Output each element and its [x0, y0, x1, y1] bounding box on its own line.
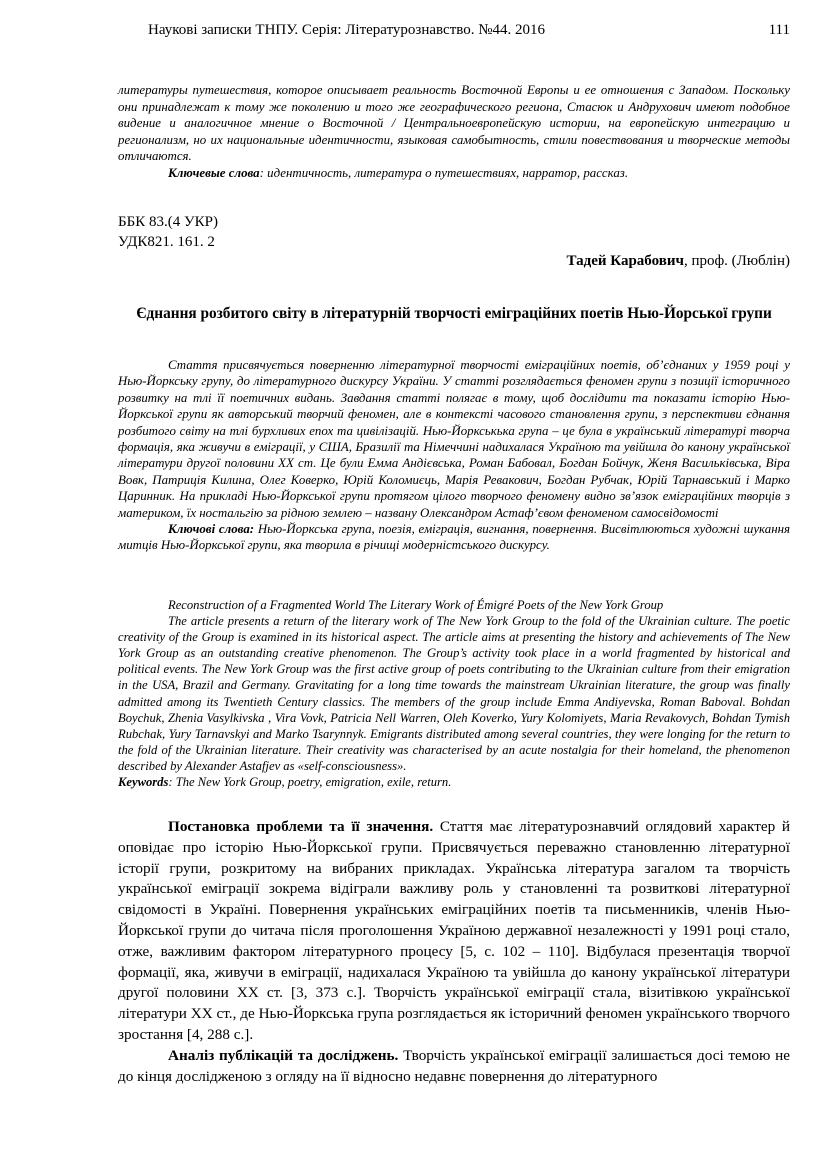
page-number: 111 [768, 22, 790, 38]
classification-codes [118, 212, 218, 252]
ukrainian-keywords-label: Ключові слова: [168, 522, 255, 537]
paragraph-text: Стаття має літературознавчий оглядовий характер й оповідає про історію Нью-Йоркської групи. Присвячується переважно становленню літературної історії групи, розкритому на вибраних прикладах. Українська література загалом та творчість української еміграції зокрема відіграли важливу роль у становленні та розвиткові літературної свідомості в Україні. Повернення українських еміграційних поетів та письменників, членів Нью-Йоркської групи до читача після проголошення Україною державної незалежності у 1991 році стало, отже, важливим фактором літературного процесу [5, с. 102 – 110]. Відбулася презентація творчої формації, яка, живучи в еміграції, надихалася Україною та увійшла до канону української літератури другої половини ХХ ст. [3, 373 с.]. Творчість української еміграції стала, візитівкою української літератури ХХ ст., де Нью-Йоркська група розглядається як історичний феномен українського творчого зростання [4, 288 с.]. [118, 818, 791, 1043]
ukrainian-abstract-text: Стаття присвячується поверненню літературної творчості еміграційних поетів, об’єднаних у 1959 році у Нью-Йоркську групу, до літературного дискурсу України. У статті розглядається феномен групи з позиції історичного розвитку на тлі її поетичних видань. Завдання статті полягає в тому, щоб дослідити та показати історію Нью-Йоркської групи як авторський творчий феномен, але в контексті часового становлення групи, з перспективи єднання розбитого світу на тлі бурхливих епох та цивілізацій. Нью-Йоркськька група – це була в український літературі творча формація, яка живучи в еміграції, у США, Бразилії та Німеччині надихалася Україною та увійшла до канону української літератури другої половини ХХ ст. Це були Емма Андієвська, Роман Бабовал, Богдан Бойчук, Женя Васильківська, Віра Вовк, Патриція Килина, Олег Коверко, Юрій Коломиєць, Марія Ревакович, Богдан Рубчак, Юрій Тарнавський і Марко Царинник. На прикладі Нью-Йоркської групи протягом цілого творчого феномену видно зв’язок еміграційних творців з материком, їх ностальгію за рідною землею – названу Олександром Астаф’євом феноменом самосвідомості [118, 358, 790, 520]
russian-keywords-label: Ключевые слова [168, 165, 260, 180]
english-abstract-title: Reconstruction of a Fragmented World The Literary Work of Émigré Poets of the New York Group [168, 598, 664, 612]
running-header [118, 22, 790, 46]
english-abstract [118, 597, 790, 790]
author-line [567, 253, 790, 270]
article-body [118, 817, 790, 1087]
russian-keywords [118, 165, 790, 182]
ukrainian-abstract [118, 357, 790, 554]
russian-abstract-text: литературы путешествия, которое описывает реальность Восточной Европы и ее отношения с Западом. Поскольку они принадлежат к тому же поколению и того же географического региона, Стасюк и Андрухович имеют подобное видение и аналогичное мнение о Восточной / Центральноевропейскую истории, на европейскую интеграцию и регионализм, но их национальные идентичности, языковая самобытность, стили повествования и творческие методы отличаются. [118, 83, 790, 163]
english-keywords-text: : The New York Group, poetry, emigration, exile, return. [168, 775, 452, 790]
russian-abstract [118, 82, 790, 181]
author-name: Тадей Карабович [566, 253, 684, 269]
section-heading-analysis: Аналіз публікацій та досліджень. [168, 1046, 399, 1064]
paragraph-text: Творчість української еміграції залишається досі темою не до кінця дослідженою з огляду на її відносно недавнє повернення до літературного [118, 1046, 790, 1085]
ukrainian-keywords-text: Нью-Йоркська група, поезія, еміграція, вигнання, повернення. Висвітлюються художні шукання митців Нью-Йоркської групи, яка творила в річищі модерністського дискурсу. [118, 522, 790, 553]
body-paragraph [118, 817, 790, 1046]
english-keywords [118, 774, 790, 790]
journal-title: Наукові записки ТНПУ. Серія: Літературознавство. №44. 2016 [148, 22, 546, 38]
body-paragraph [118, 1046, 790, 1088]
author-affiliation: , проф. (Люблін) [683, 253, 790, 269]
article-title: Єднання розбитого світу в літературній творчості еміграційних поетів Нью-Йорської групи [136, 305, 772, 322]
english-abstract-text: The article presents a return of the literary work of The New York Group to the fold of the Ukrainian culture. The poetic creativity of the Group is examined in its historical aspect. The article aims at presenting the history and achievements of The New York Group as an outstanding creative phenomenon. The Group’s activity took place in a world fragmented by historical and political events. The New York Group was the first active group of poets contributing to the Ukrainian culture from their emigration in the USA, Brazil and Germany. Gravitating for a long time towards the mainstream Ukrainian literature, the group was finally admitted among its Twentieth Century classics. The members of the group include Emma Andiyevska, Roman Baboval. Bohdan Boychuk, Zhenia Vasylkivska , Vira Vovk, Patricia Nell Warren, Oleh Koverko, Yury Kolomiyets, Maria Revakovych, Bohdan Tymish Rubchak, Yury Tarnavskyi and Marko Tsarynnyk. Emigrants distributed among several countries, they were longing for the return to the fold of the Ukrainian literature. Their creativity was characterised by an acute nostalgia for their homeland, the phenomenon described by Alexander Astafjev as «self-consciousness». [118, 614, 790, 773]
ukrainian-keywords [118, 521, 790, 554]
section-heading-problem: Постановка проблеми та її значення. [168, 818, 434, 835]
bbk-code: ББК 83.(4 УКР) [118, 214, 218, 230]
english-keywords-label: Keywords [118, 775, 169, 790]
udk-code: УДК821. 161. 2 [118, 234, 215, 250]
russian-keywords-text: : идентичность, литература о путешествиях, нарратор, рассказ. [259, 165, 629, 180]
